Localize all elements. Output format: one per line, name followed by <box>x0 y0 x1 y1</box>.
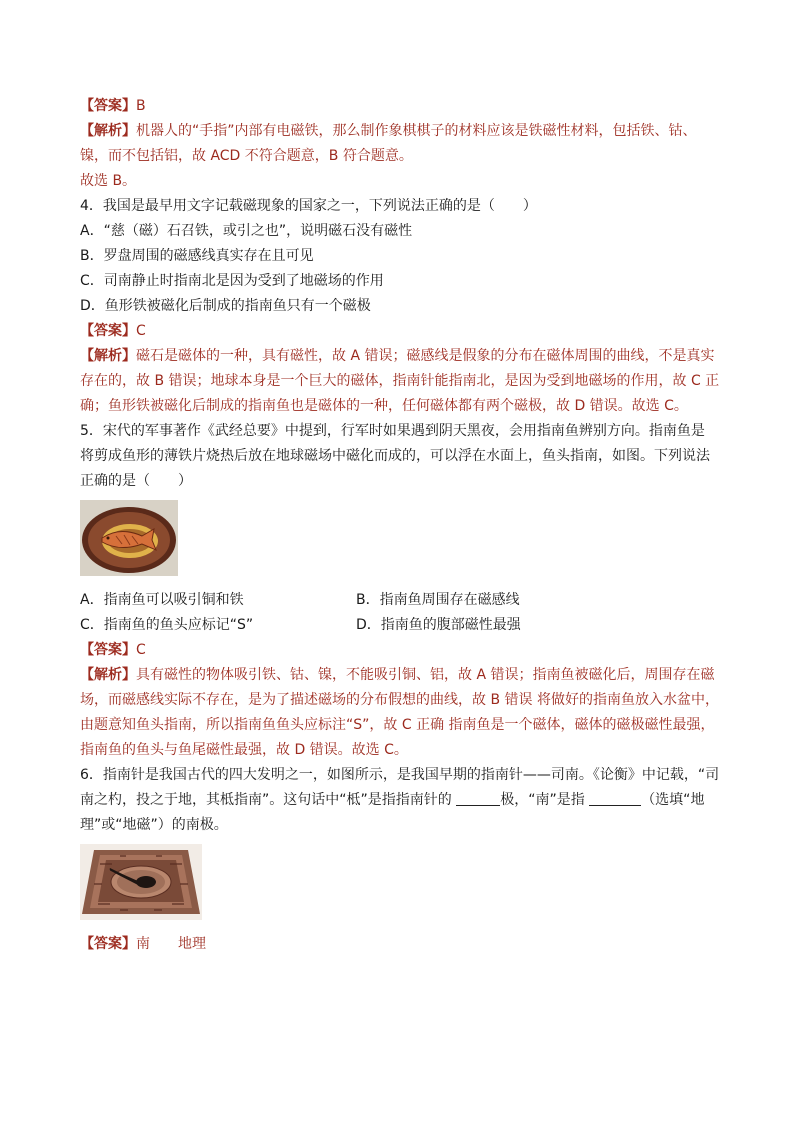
answer-value-2: 地理 <box>178 936 206 952</box>
answer-value: B <box>136 98 146 114</box>
q5-analysis-line-1: 【解析】具有磁性的物体吸引铁、钴、镍，不能吸引铜、铝，故 A 错误；指南鱼被磁化后，周围存在磁 <box>80 667 715 683</box>
q5-options-row-2 <box>80 613 730 638</box>
q5-option-d: D．指南鱼的腹部磁性最强 <box>356 617 521 633</box>
q5-option-a: A．指南鱼可以吸引铜和铁 <box>80 592 244 608</box>
q3-analysis-line-1: 【解析】机器人的“手指”内部有电磁铁，那么制作象棋棋子的材料应该是铁磁性材料，包括铁、钴、 <box>80 123 697 139</box>
answer-tag: 【答案】 <box>80 642 136 658</box>
q6-answer <box>80 932 730 957</box>
q6-stem-line-3: 理”或“地磁”）的南极。 <box>80 817 228 833</box>
document-page <box>80 94 730 957</box>
fill-blank-2[interactable] <box>589 789 641 806</box>
q3-analysis-line-2: 镍，而不包括铝，故 ACD 不符合题意，B 符合题意。 <box>80 148 413 164</box>
fill-blank-1[interactable] <box>456 789 500 806</box>
answer-value: C <box>136 323 146 339</box>
q5-analysis-line-2: 场，而磁感线实际不存在，是为了描述磁场的分布假想的曲线，故 B 错误 将做好的指南鱼放入水盆中， <box>80 692 719 708</box>
q4-analysis-line-3: 确；鱼形铁被磁化后制成的指南鱼也是磁体的一种，任何磁体都有两个磁极，故 D 错误。故选 C。 <box>80 398 688 414</box>
answer-tag: 【答案】 <box>80 323 136 339</box>
analysis-tag: 【解析】 <box>80 667 136 683</box>
q5-stem-line-1: 5．宋代的军事著作《武经总要》中提到，行军时如果遇到阴天黑夜，会用指南鱼辨别方向。指南鱼是 <box>80 423 705 439</box>
sinan-compass-image <box>80 844 730 924</box>
q4-option-c: C．司南静止时指南北是因为受到了地磁场的作用 <box>80 273 384 289</box>
analysis-tag: 【解析】 <box>80 348 136 364</box>
q5-analysis-line-4: 指南鱼的鱼头与鱼尾磁性最强，故 D 错误。故选 C。 <box>80 742 408 758</box>
q3-answer <box>80 94 730 119</box>
answer-value-1: 南 <box>136 936 150 952</box>
q4-analysis-line-2: 存在的，故 B 错误；地球本身是一个巨大的磁体，指南针能指南北，是因为受到地磁场的作用，故 C 正 <box>80 373 720 389</box>
q5-stem-line-2: 将剪成鱼形的薄铁片烧热后放在地球磁场中磁化而成的，可以浮在水面上，鱼头指南，如图。下列说法 <box>80 448 710 464</box>
q5-stem-line-3: 正确的是（ ） <box>80 473 192 489</box>
q6-stem-line-2: 南之杓，投之于地，其柢指南”。这句话中“柢”是指指南针的 极，“南”是指 （选填“地 <box>80 788 730 813</box>
q4-answer <box>80 319 730 344</box>
q4-option-b: B．罗盘周围的磁感线真实存在且可见 <box>80 248 314 264</box>
fish-bowl-illustration <box>80 500 178 576</box>
q5-option-c: C．指南鱼的鱼头应标记“S” <box>80 617 254 633</box>
analysis-tag: 【解析】 <box>80 123 136 139</box>
answer-tag: 【答案】 <box>80 98 136 114</box>
q4-option-a: A．“慈（磁）石召铁，或引之也”，说明磁石没有磁性 <box>80 223 413 239</box>
answer-value: C <box>136 642 146 658</box>
q5-analysis-line-3: 由题意知鱼头指南，所以指南鱼鱼头应标注“S”，故 C 正确 指南鱼是一个磁体，磁体的磁极磁性最强， <box>80 717 715 733</box>
q4-option-d: D．鱼形铁被磁化后制成的指南鱼只有一个磁极 <box>80 298 371 314</box>
q5-option-b: B．指南鱼周围存在磁感线 <box>356 592 520 608</box>
q6-stem-line-1: 6．指南针是我国古代的四大发明之一，如图所示，是我国早期的指南针——司南。《论衡》中记载，“司 <box>80 767 720 783</box>
q5-answer <box>80 638 730 663</box>
q3-conclusion: 故选 B。 <box>80 173 137 189</box>
sinan-spoon-illustration <box>80 844 202 920</box>
q4-stem: 4．我国是最早用文字记载磁现象的国家之一，下列说法正确的是（ ） <box>80 198 537 214</box>
q5-options-row-1 <box>80 588 730 613</box>
fish-compass-image <box>80 500 730 580</box>
q4-analysis-line-1: 【解析】磁石是磁体的一种，具有磁性，故 A 错误；磁感线是假象的分布在磁体周围的曲线，不是真实 <box>80 348 715 364</box>
answer-tag: 【答案】 <box>80 936 136 952</box>
